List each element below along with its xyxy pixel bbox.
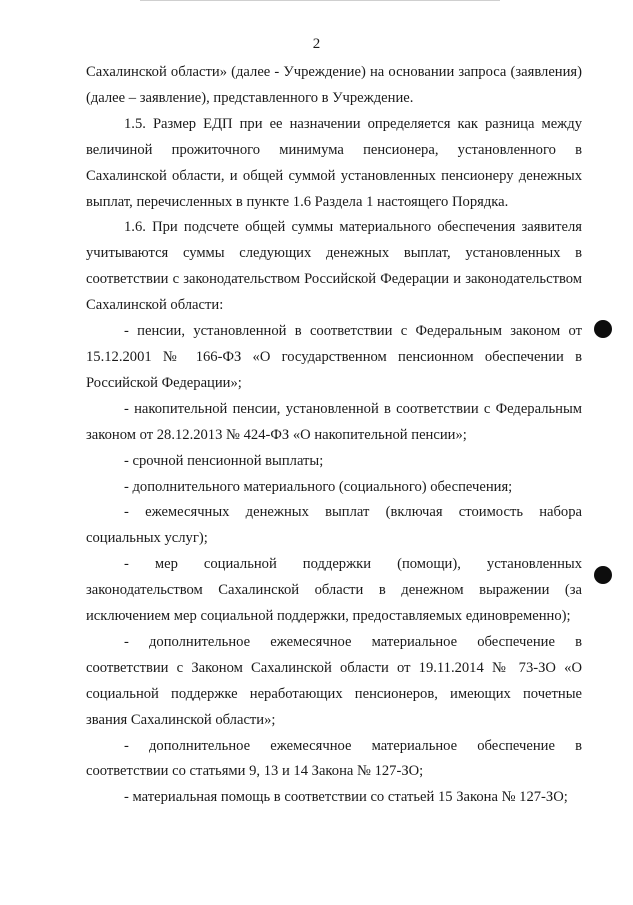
hole-punch-mark <box>594 320 612 338</box>
page-number: 2 <box>312 36 321 52</box>
list-item-social-support: - мер социальной поддержки (помощи), установленных законодательством Сахалинской области в денежном выражении (за исключением мер социальной поддержки, предоставляемых единовременно); <box>86 556 582 625</box>
list-item-pension: - пенсии, установленной в соответствии с Федеральным законом от 15.12.2001 № 166-ФЗ «О государственном пенсионном обеспечении в Российской Федерации»; <box>86 323 582 391</box>
list-item-term-payment: - срочной пенсионной выплаты; <box>124 452 324 469</box>
hole-punch-mark <box>594 566 612 584</box>
list-item-article-15: - материальная помощь в соответствии со статьей 15 Закона № 127-ЗО; <box>124 789 568 806</box>
scan-edge-line <box>140 0 500 1</box>
document-body <box>86 60 582 811</box>
paragraph-1-6: 1.6. При подсчете общей суммы материального обеспечения заявителя учитываются суммы следующих денежных выплат, установленных в соответствии с законодательством Российской Федерации и законодательством Сахалинской области: <box>86 219 582 314</box>
list-item-additional-support: - дополнительного материального (социального) обеспечения; <box>124 478 513 495</box>
list-item-articles-9-13-14: - дополнительное ежемесячное материальное обеспечение в соответствии со статьями 9, 13 и 14 Закона № 127-ЗО; <box>86 737 582 780</box>
paragraph-1-5: 1.5. Размер ЕДП при ее назначении определяется как разница между величиной прожиточного минимума пенсионера, установленного в Сахалинской области, и общей суммой установленных пенсионеру денежных выплат, перечисленных в пункте 1.6 Раздела 1 настоящего Порядка. <box>86 115 582 210</box>
list-item-monthly-payments: - ежемесячных денежных выплат (включая стоимость набора социальных услуг); <box>86 504 582 547</box>
list-item-funded-pension: - накопительной пенсии, установленной в соответствии с Федеральным законом от 28.12.2013 № 424-ФЗ «О накопительной пенсии»; <box>86 400 582 443</box>
list-item-honorary-titles: - дополнительное ежемесячное материальное обеспечение в соответствии с Законом Сахалинской области от 19.11.2014 № 73-ЗО «О социальной поддержке неработающих пенсионеров, имеющих почетные звания Сахалинской области»; <box>86 633 582 728</box>
paragraph-continuation: Сахалинской области» (далее - Учреждение) на основании запроса (заявления) (далее – заявление), представленного в Учреждение. <box>86 64 582 106</box>
